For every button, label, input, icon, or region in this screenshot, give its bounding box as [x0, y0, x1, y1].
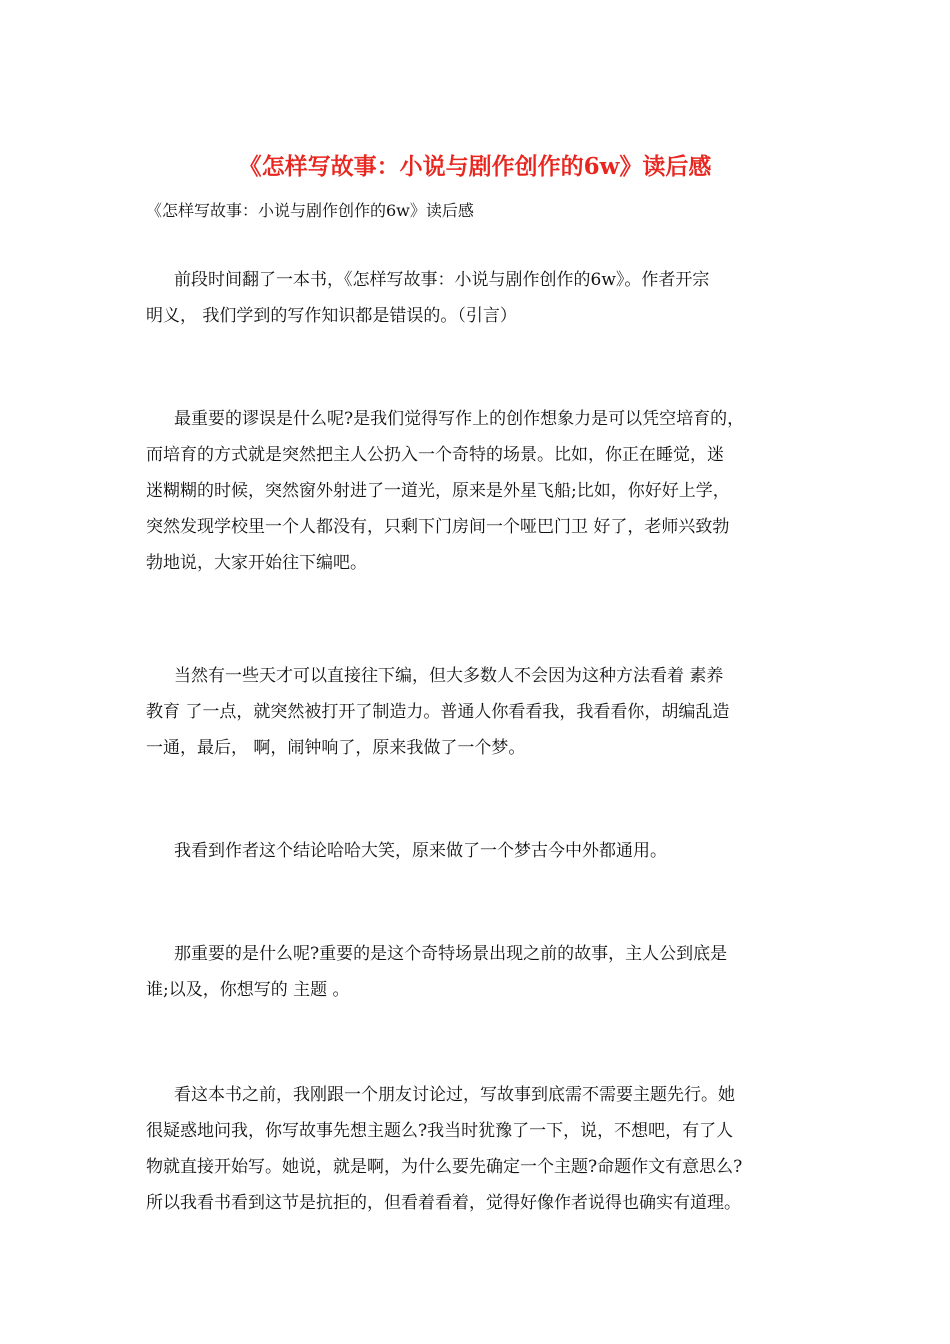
document-subtitle: 《怎样写故事：小说与剧作创作的6w》读后感 [146, 201, 474, 220]
paragraph-line: 勃地说，大家开始往下编吧。 [146, 553, 367, 573]
paragraph-3 [146, 658, 816, 766]
document-title: 《怎样写故事：小说与剧作创作的6w》读后感 [238, 153, 712, 180]
paragraph-line: 明义， 我们学到的写作知识都是错误的。（引言） [146, 306, 517, 326]
paragraph-line: 那重要的是什么呢?重要的是这个奇特场景出现之前的故事，主人公到底是 [174, 944, 728, 964]
paragraph-line: 谁;以及，你想写的 主题 。 [146, 980, 350, 1000]
paragraph-2 [146, 401, 816, 581]
paragraph-line: 前段时间翻了一本书，《怎样写故事：小说与剧作创作的6w》。作者开宗 [174, 270, 710, 290]
paragraph-line: 看这本书之前，我刚跟一个朋友讨论过，写故事到底需不需要主题先行。她 [174, 1085, 735, 1105]
paragraph-1 [146, 262, 816, 334]
paragraph-line: 迷糊糊的时候，突然窗外射进了一道光，原来是外星飞船;比如，你好好上学， [146, 481, 730, 501]
paragraph-line: 当然有一些天才可以直接往下编，但大多数人不会因为这种方法看着 素养 [174, 666, 724, 686]
paragraph-line: 所以我看书看到这节是抗拒的，但看着看着，觉得好像作者说得也确实有道理。 [146, 1193, 741, 1213]
paragraph-line: 而培育的方式就是突然把主人公扔入一个奇特的场景。比如，你正在睡觉，迷 [146, 445, 724, 465]
paragraph-6 [146, 1077, 816, 1221]
paragraph-line: 突然发现学校里一个人都没有，只剩下门房间一个哑巴门卫 好了，老师兴致勃 [146, 517, 730, 537]
paragraph-line: 物就直接开始写。她说，就是啊，为什么要先确定一个主题?命题作文有意思么? [146, 1157, 743, 1177]
paragraph-line: 很疑惑地问我，你写故事先想主题么?我当时犹豫了一下，说，不想吧，有了人 [146, 1121, 734, 1141]
paragraph-line: 教育 了一点，就突然被打开了制造力。普通人你看看我，我看看你，胡编乱造 [146, 702, 730, 722]
paragraph-5 [146, 936, 816, 1008]
paragraph-4 [146, 833, 816, 869]
paragraph-line: 我看到作者这个结论哈哈大笑，原来做了一个梦古今中外都通用。 [174, 841, 667, 861]
paragraph-line: 一通，最后， 啊，闹钟响了，原来我做了一个梦。 [146, 738, 526, 758]
paragraph-line: 最重要的谬误是什么呢?是我们觉得写作上的创作想象力是可以凭空培育的， [174, 409, 745, 429]
